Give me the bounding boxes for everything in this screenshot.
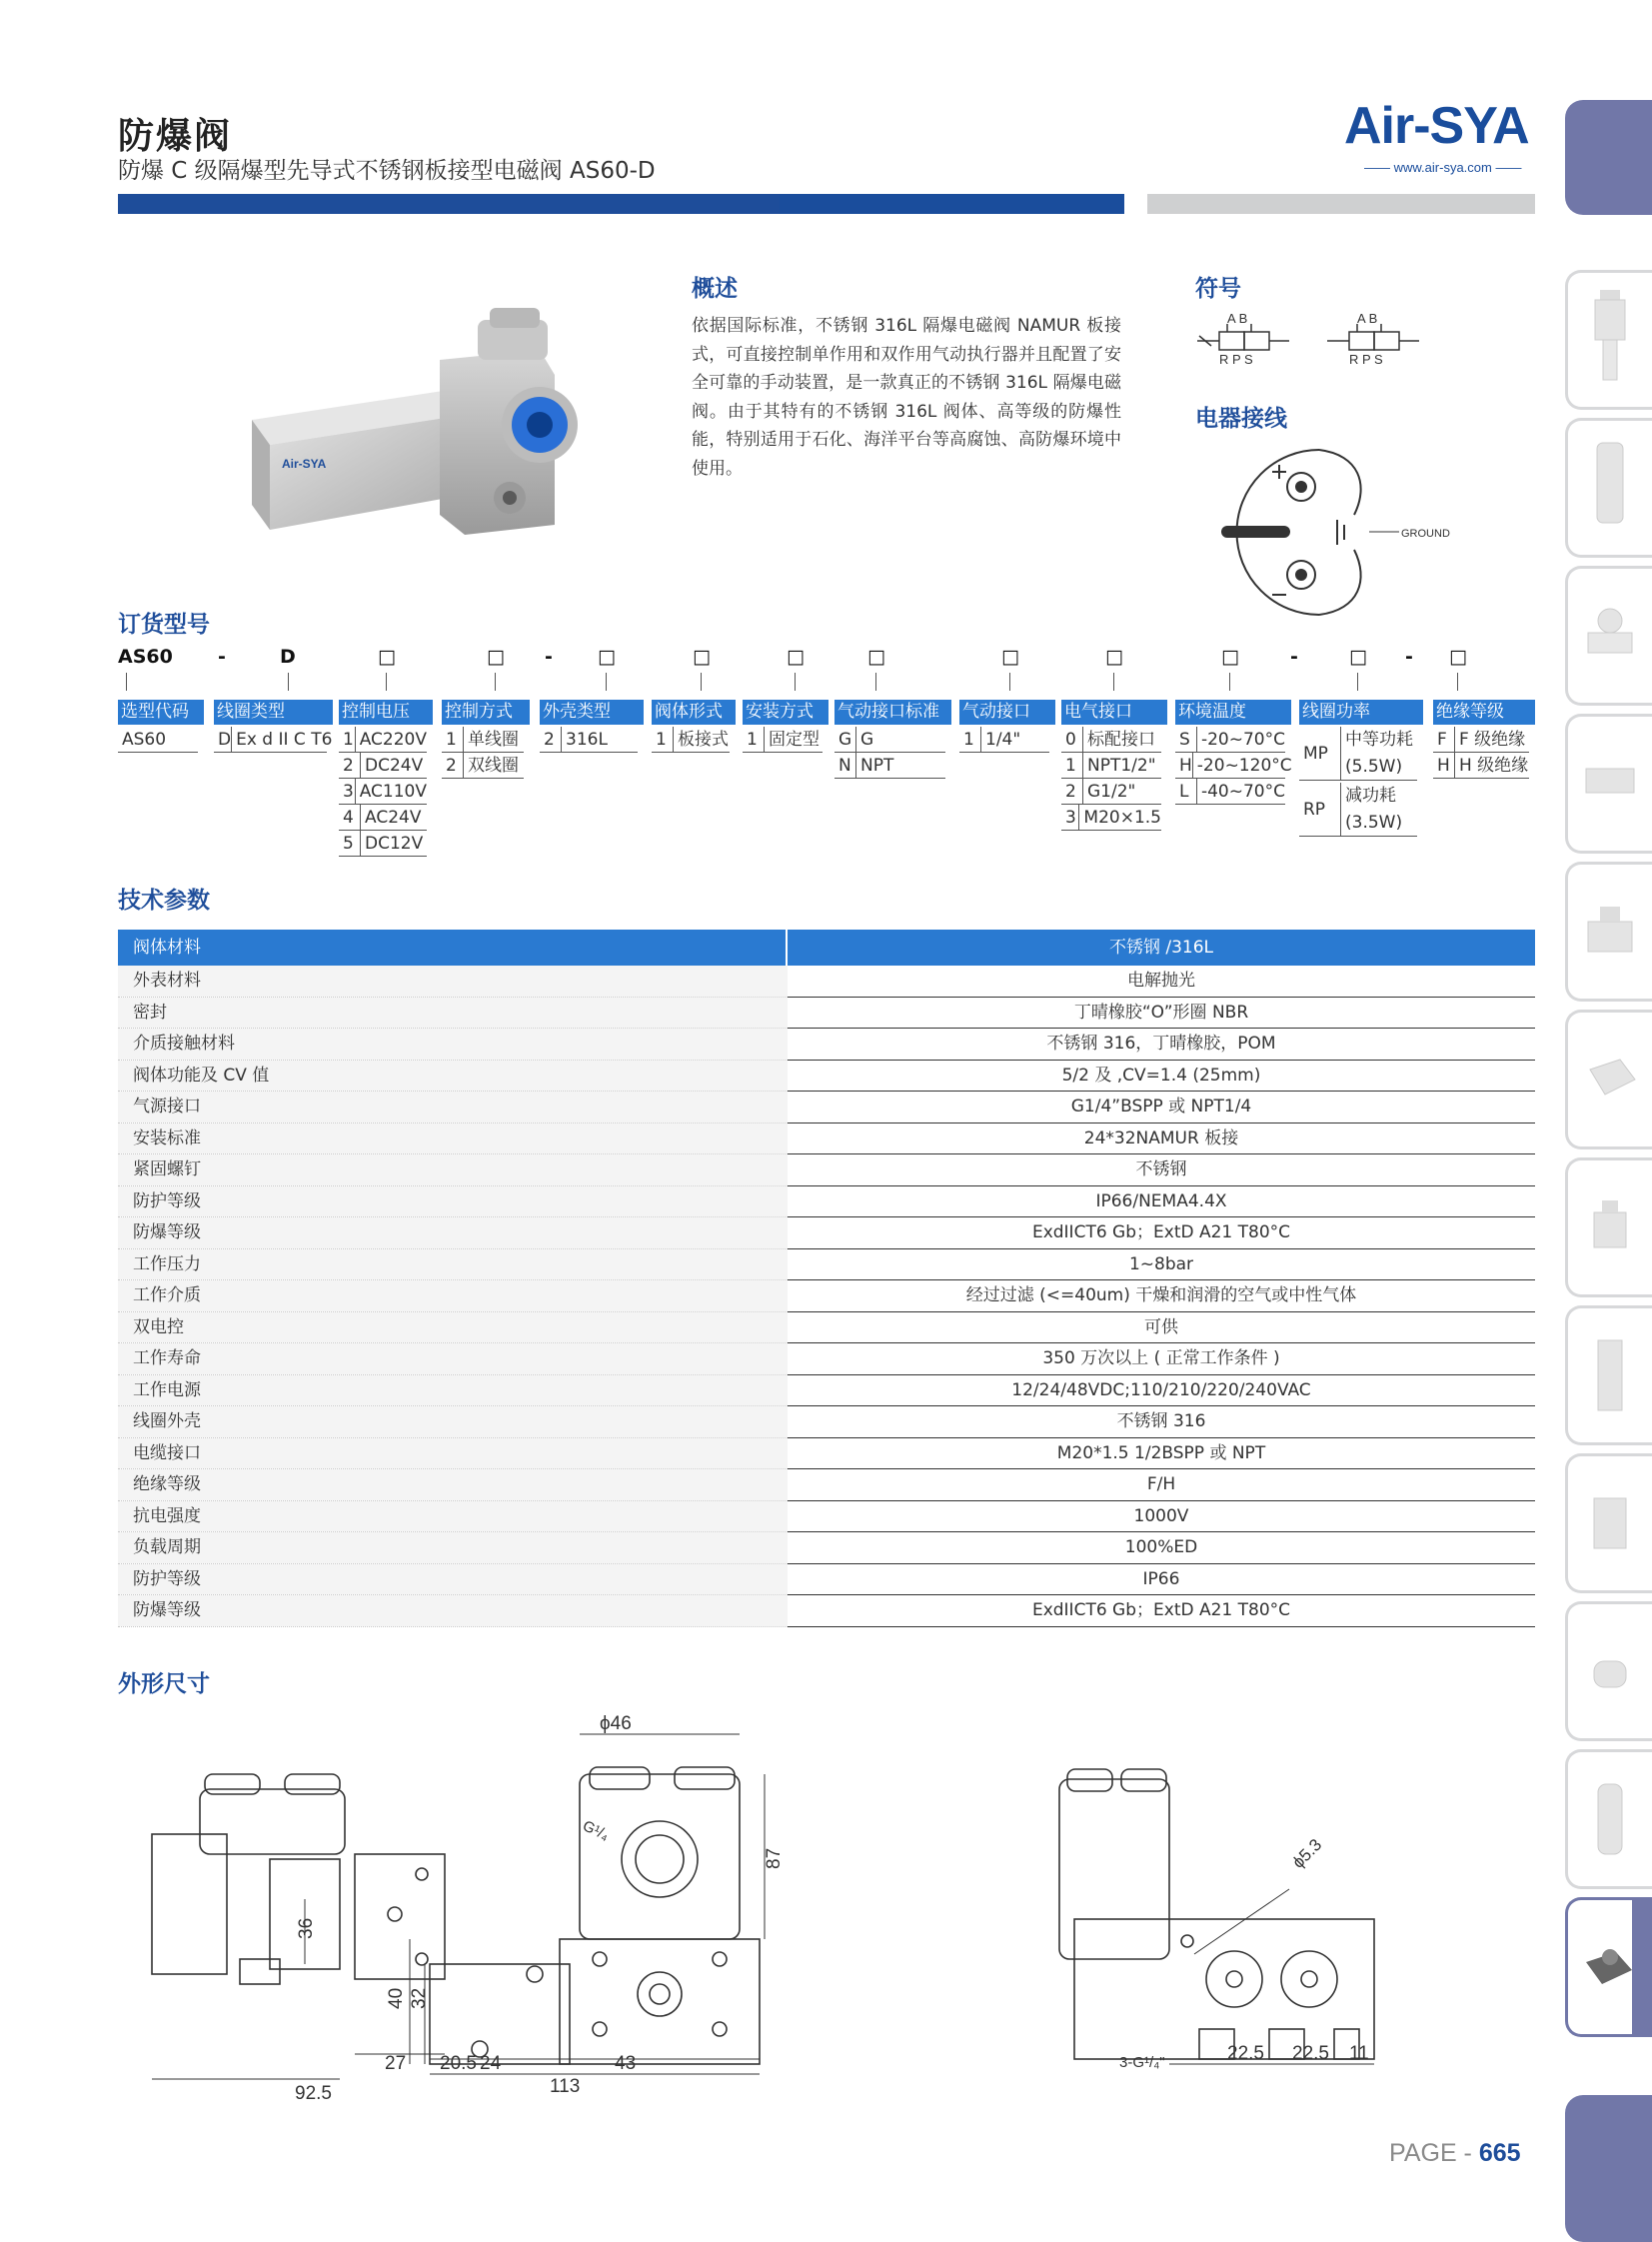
pilot-valve-icon xyxy=(1580,1172,1640,1282)
order-column-head: 外壳类型 xyxy=(540,700,644,725)
order-token: □ xyxy=(1349,646,1367,668)
order-option-code: 1 xyxy=(442,727,464,752)
spec-label: 抗电强度 xyxy=(118,1501,788,1532)
order-option-code: 1 xyxy=(652,727,674,752)
spec-row xyxy=(118,1280,1535,1312)
cylinder-icon xyxy=(1580,1320,1640,1430)
spec-label: 工作压力 xyxy=(118,1249,788,1280)
side-tab-filter[interactable] xyxy=(1565,270,1652,410)
order-option-code: MP xyxy=(1299,727,1341,780)
order-option-code: 1 xyxy=(1061,753,1083,778)
spec-label: 双电控 xyxy=(118,1312,788,1343)
spec-row xyxy=(118,1438,1535,1470)
dim-43: 43 xyxy=(615,2053,637,2074)
spec-row xyxy=(118,1154,1535,1186)
order-option-row xyxy=(1299,783,1417,837)
spec-row xyxy=(118,1092,1535,1123)
spec-value: 经过过滤 (<=40um) 干燥和润滑的空气或中性气体 xyxy=(788,1280,1535,1312)
spec-value: 不锈钢 316，丁晴橡胶，POM xyxy=(788,1029,1535,1061)
section-dimensions-title: 外形尺寸 xyxy=(118,1671,210,1697)
order-option-code: RP xyxy=(1299,783,1341,836)
spec-label: 工作电源 xyxy=(118,1375,788,1406)
order-option-code: S xyxy=(1175,727,1197,752)
spec-row xyxy=(118,1029,1535,1061)
order-option-row xyxy=(214,727,333,753)
spec-value: 24*32NAMUR 板接 xyxy=(788,1123,1535,1155)
valve-icon xyxy=(1580,729,1640,839)
order-option-row xyxy=(1175,753,1292,779)
order-column-head: 气动接口标准 xyxy=(834,700,951,725)
spec-header-row xyxy=(118,930,1535,966)
regulator-icon xyxy=(1580,581,1640,691)
order-token-connector xyxy=(1009,673,1010,691)
spec-table xyxy=(118,930,1535,1627)
order-option-value: 单线圈 xyxy=(468,730,519,750)
page-number xyxy=(1389,2139,1521,2168)
order-token-connector xyxy=(701,673,702,691)
side-tab-actuator[interactable] xyxy=(1565,1453,1652,1593)
dim-87: 87 xyxy=(764,1847,785,1869)
spec-label: 安装标准 xyxy=(118,1123,788,1154)
order-option-code: N xyxy=(834,753,856,778)
order-option-row xyxy=(1061,779,1161,805)
order-option-row xyxy=(743,727,823,753)
order-option-row xyxy=(339,831,427,857)
order-option-code: 3 xyxy=(1061,805,1079,830)
order-column-head: 控制电压 xyxy=(339,700,433,725)
order-option-code: 1 xyxy=(339,727,356,752)
order-token: □ xyxy=(1221,646,1239,668)
order-option-code: 2 xyxy=(1061,779,1083,804)
order-option-row xyxy=(339,727,427,753)
order-option-value: 双线圈 xyxy=(468,756,519,776)
dim-36: 36 xyxy=(296,1917,317,1939)
section-symbol-title: 符号 xyxy=(1195,276,1241,302)
order-option-row xyxy=(834,727,945,753)
spec-row xyxy=(118,1375,1535,1407)
spec-value: 不锈钢 xyxy=(788,1154,1535,1186)
order-token-connector xyxy=(875,673,876,691)
section-ordering-title: 订货型号 xyxy=(118,612,210,638)
spec-row xyxy=(118,1564,1535,1596)
order-column-head: 气动接口 xyxy=(959,700,1055,725)
order-option-value: -40~70°C xyxy=(1200,782,1285,802)
chapter-tab-bottom[interactable] xyxy=(1565,2095,1652,2242)
fitting-icon xyxy=(1580,1616,1640,1726)
order-token: □ xyxy=(1449,646,1467,668)
order-option-code: L xyxy=(1175,779,1197,804)
filter-icon xyxy=(1585,285,1635,395)
header-bar xyxy=(118,194,780,214)
order-option-row xyxy=(834,753,945,779)
order-token: AS60 xyxy=(118,646,173,668)
dim-27: 27 xyxy=(385,2053,407,2074)
dim-20-5: 20.5 xyxy=(440,2053,477,2074)
brand-url: —— www.air-sya.com —— xyxy=(1364,160,1522,175)
order-option-row xyxy=(652,727,730,753)
order-option-value: 减功耗 (3.5W) xyxy=(1345,786,1403,833)
order-option-row xyxy=(1061,805,1161,831)
side-tab-solenoid[interactable] xyxy=(1565,862,1652,1002)
dim-11: 11 xyxy=(1349,2043,1369,2064)
spec-label: 阀体功能及 CV 值 xyxy=(118,1061,788,1092)
order-option-value: 板接式 xyxy=(678,730,729,750)
dim-phi-5-3: ϕ5.3 xyxy=(1288,1834,1326,1872)
symbol-label-rps-1: R P S xyxy=(1219,352,1253,367)
wiring-ground-label: GROUND xyxy=(1401,528,1450,540)
order-token: - xyxy=(1290,646,1298,668)
order-option-row xyxy=(1433,753,1529,779)
product-label: Air-SYA xyxy=(282,457,327,471)
spec-row xyxy=(118,1312,1535,1344)
spec-label: 负载周期 xyxy=(118,1532,788,1563)
order-option-value: DC12V xyxy=(365,834,424,854)
spec-value: 电解抛光 xyxy=(788,966,1535,998)
spec-row xyxy=(118,966,1535,998)
dim-g-quarter: G¹/₄ xyxy=(580,1817,612,1845)
order-option-code: 1 xyxy=(743,727,765,752)
order-token-connector xyxy=(1357,673,1358,691)
order-option-row xyxy=(339,779,427,805)
order-token: D xyxy=(280,646,296,668)
section-specs-title: 技术参数 xyxy=(118,888,210,914)
order-option-row xyxy=(1061,753,1161,779)
order-column-head: 选型代码 xyxy=(118,700,204,725)
explosion-valve-icon xyxy=(1580,1912,1640,2022)
spec-row xyxy=(118,1061,1535,1093)
order-token: □ xyxy=(378,646,396,668)
dim-22-5-b: 22.5 xyxy=(1292,2043,1329,2064)
section-wiring-title: 电器接线 xyxy=(1195,406,1287,432)
order-option-row xyxy=(118,727,198,753)
order-token: □ xyxy=(487,646,505,668)
spec-row xyxy=(118,1217,1535,1249)
side-tab-cylinder[interactable] xyxy=(1565,1305,1652,1445)
silencer-icon xyxy=(1580,1764,1640,1874)
spec-value: 丁晴橡胶“O”形圈 NBR xyxy=(788,998,1535,1030)
order-option-value: Ex d II C T6 xyxy=(236,730,333,750)
side-tab-valve[interactable] xyxy=(1565,714,1652,854)
spec-label: 工作寿命 xyxy=(118,1343,788,1374)
dim-113: 113 xyxy=(550,2076,581,2097)
spec-value: 1~8bar xyxy=(788,1249,1535,1281)
spec-row xyxy=(118,1595,1535,1627)
side-tab-box-valve[interactable] xyxy=(1565,1010,1652,1149)
order-token-connector xyxy=(1229,673,1230,691)
page-number-value: 665 xyxy=(1478,2139,1521,2167)
spec-value: 5/2 及 ,CV=1.4 (25mm) xyxy=(788,1061,1535,1093)
spec-value: G1/4”BSPP 或 NPT1/4 xyxy=(788,1092,1535,1123)
spec-value: 1000V xyxy=(788,1501,1535,1533)
order-option-row xyxy=(540,727,638,753)
order-token-connector xyxy=(495,673,496,691)
order-option-code: 5 xyxy=(339,831,361,856)
order-column-head: 线圈类型 xyxy=(214,700,333,725)
side-tab-pilot[interactable] xyxy=(1565,1157,1652,1297)
spec-value: F/H xyxy=(788,1469,1535,1501)
order-option-code: 4 xyxy=(339,805,361,830)
order-column-head: 电气接口 xyxy=(1061,700,1167,725)
order-option-row xyxy=(442,727,524,753)
wiring-diagram xyxy=(1189,445,1489,620)
order-option-code: D xyxy=(214,727,232,752)
spec-value: IP66/NEMA4.4X xyxy=(788,1186,1535,1218)
side-tab-regulator[interactable] xyxy=(1565,566,1652,706)
order-option-code: 2 xyxy=(339,753,361,778)
order-option-value: F 级绝缘 xyxy=(1459,730,1526,750)
order-option-value: AC110V xyxy=(359,782,427,802)
order-option-value: 固定型 xyxy=(769,730,820,750)
dim-40: 40 xyxy=(386,1987,407,2009)
spec-value: 可供 xyxy=(788,1312,1535,1344)
order-option-code: 3 xyxy=(339,779,356,804)
order-option-row xyxy=(1175,727,1285,753)
order-token: - xyxy=(1405,646,1413,668)
dimension-drawing xyxy=(140,1709,1459,2099)
order-column-head: 安装方式 xyxy=(743,700,828,725)
spec-row xyxy=(118,1532,1535,1564)
order-option-code: F xyxy=(1433,727,1455,752)
page-subtitle: 防爆 C 级隔爆型先导式不锈钢板接型电磁阀 AS60-D xyxy=(118,158,656,184)
spec-label: 防护等级 xyxy=(118,1564,788,1595)
order-token: - xyxy=(218,646,226,668)
symbol-label-ab-1: A B xyxy=(1227,312,1248,326)
spec-value: 不锈钢 316 xyxy=(788,1406,1535,1438)
solenoid-icon xyxy=(1580,877,1640,987)
order-column-head: 控制方式 xyxy=(442,700,530,725)
spec-label: 防护等级 xyxy=(118,1186,788,1217)
section-overview-title: 概述 xyxy=(692,276,738,302)
spec-label: 线圈外壳 xyxy=(118,1406,788,1437)
order-option-value: M20×1.5 xyxy=(1083,808,1161,828)
order-token: □ xyxy=(1001,646,1019,668)
order-option-code: H xyxy=(1433,753,1455,778)
dim-92-5: 92.5 xyxy=(295,2083,332,2099)
order-option-row xyxy=(959,727,1049,753)
order-token-connector xyxy=(288,673,289,691)
spec-value: IP66 xyxy=(788,1564,1535,1596)
order-option-value: -20~70°C xyxy=(1200,730,1285,750)
order-option-value: 中等功耗 (5.5W) xyxy=(1345,730,1413,777)
page-prefix: PAGE - xyxy=(1389,2139,1479,2167)
spec-header-value: 不锈钢 /316L xyxy=(1108,938,1214,958)
spec-label: 介质接触材料 xyxy=(118,1029,788,1060)
order-option-value: AC24V xyxy=(365,808,422,828)
spec-row xyxy=(118,1123,1535,1155)
order-token: □ xyxy=(787,646,805,668)
order-token-connector xyxy=(1113,673,1114,691)
dim-phi-46: ϕ46 xyxy=(600,1713,632,1734)
page-title: 防爆阀 xyxy=(118,116,233,157)
order-token: □ xyxy=(1105,646,1123,668)
spec-label: 工作介质 xyxy=(118,1280,788,1311)
order-option-row xyxy=(1433,727,1529,753)
overview-text: 依据国际标准，不锈钢 316L 隔爆电磁阀 NAMUR 板接式，可直接控制单作用和双作用气动执行器并且配置了安全可靠的手动装置，是一款真正的不锈钢 316L 隔爆电磁阀。由于其特有的不锈钢 316L 阀体、高等级的防爆性能，特别适用于石化、海洋平台等高腐蚀、高防爆环境中使用。 xyxy=(692,316,1121,479)
order-option-value: NPT1/2" xyxy=(1087,756,1156,776)
order-token-connector xyxy=(126,673,127,691)
side-tab-fitting[interactable] xyxy=(1565,1601,1652,1741)
order-option-value: 1/4" xyxy=(985,730,1021,750)
symbol-label-ab-2: A B xyxy=(1357,312,1378,326)
order-option-code: 1 xyxy=(959,727,981,752)
order-option-value: AC220V xyxy=(359,730,427,750)
order-token: □ xyxy=(693,646,711,668)
lubricator-icon xyxy=(1585,433,1635,543)
valve-symbol-diagram xyxy=(1189,312,1439,372)
order-token: □ xyxy=(867,646,885,668)
spec-label: 紧固螺钉 xyxy=(118,1154,788,1185)
spec-value: 12/24/48VDC;110/210/220/240VAC xyxy=(788,1375,1535,1407)
spec-label: 电缆接口 xyxy=(118,1438,788,1469)
order-option-code: H xyxy=(1175,753,1193,778)
order-option-value: AS60 xyxy=(122,730,167,750)
order-option-code: 2 xyxy=(540,727,562,752)
header-bar-grey xyxy=(1147,194,1535,214)
spec-label: 防爆等级 xyxy=(118,1217,788,1248)
spec-body xyxy=(118,966,1535,1627)
brand-logo: Air-SYA xyxy=(1344,97,1529,155)
order-option-row xyxy=(1299,727,1417,781)
order-column-head: 绝缘等级 xyxy=(1433,700,1535,725)
order-option-value: 316L xyxy=(566,730,608,750)
order-token-connector xyxy=(795,673,796,691)
spec-value: ExdIICT6 Gb；ExtD A21 T80°C xyxy=(788,1595,1535,1627)
spec-label: 密封 xyxy=(118,998,788,1029)
side-tab-explosion-valve[interactable] xyxy=(1565,1897,1652,2037)
side-tab-silencer[interactable] xyxy=(1565,1749,1652,1889)
dim-24: 24 xyxy=(480,2053,502,2074)
order-token: □ xyxy=(598,646,616,668)
order-token-connector xyxy=(1457,673,1458,691)
order-option-code: 2 xyxy=(442,753,464,778)
box-valve-icon xyxy=(1580,1025,1640,1134)
order-option-code: G xyxy=(834,727,856,752)
header-bar-accent xyxy=(780,194,1124,214)
order-token: - xyxy=(545,646,553,668)
order-column-head: 线圈功率 xyxy=(1299,700,1423,725)
spec-row xyxy=(118,1501,1535,1533)
spec-row xyxy=(118,1469,1535,1501)
order-column-head: 环境温度 xyxy=(1175,700,1291,725)
spec-label: 绝缘等级 xyxy=(118,1469,788,1500)
product-photo xyxy=(240,300,620,560)
spec-value: 350 万次以上 ( 正常工作条件 ) xyxy=(788,1343,1535,1375)
spec-row xyxy=(118,1343,1535,1375)
order-option-value: G xyxy=(860,730,874,750)
order-token-connector xyxy=(606,673,607,691)
dim-22-5-a: 22.5 xyxy=(1227,2043,1264,2064)
order-option-value: G1/2" xyxy=(1087,782,1136,802)
spec-label: 防爆等级 xyxy=(118,1595,788,1626)
spec-label: 气源接口 xyxy=(118,1092,788,1122)
spec-value: M20*1.5 1/2BSPP 或 NPT xyxy=(788,1438,1535,1470)
symbol-label-rps-2: R P S xyxy=(1349,352,1383,367)
dim-3-g-quarter: 3-G¹/₄" xyxy=(1119,2054,1165,2071)
spec-value: 100%ED xyxy=(788,1532,1535,1564)
spec-label: 外表材料 xyxy=(118,966,788,997)
order-option-row xyxy=(339,805,427,831)
order-column-head: 阀体形式 xyxy=(652,700,736,725)
order-option-row xyxy=(339,753,427,779)
spec-row xyxy=(118,1406,1535,1438)
order-option-value: H 级绝缘 xyxy=(1459,756,1529,776)
order-option-row xyxy=(1061,727,1161,753)
chapter-tab-top[interactable] xyxy=(1565,100,1652,215)
order-option-code: 0 xyxy=(1061,727,1083,752)
spec-header-label: 阀体材料 xyxy=(118,930,788,966)
spec-row xyxy=(118,1186,1535,1218)
spec-row xyxy=(118,998,1535,1030)
dim-32: 32 xyxy=(409,1987,430,2009)
order-option-value: DC24V xyxy=(365,756,424,776)
spec-row xyxy=(118,1249,1535,1281)
order-option-row xyxy=(1175,779,1285,805)
order-option-value: 标配接口 xyxy=(1087,730,1155,750)
order-token-connector xyxy=(386,673,387,691)
actuator-icon xyxy=(1580,1468,1640,1578)
order-option-row xyxy=(442,753,524,779)
spec-value: ExdIICT6 Gb；ExtD A21 T80°C xyxy=(788,1217,1535,1249)
order-option-value: NPT xyxy=(860,756,894,776)
side-tab-lubricator[interactable] xyxy=(1565,418,1652,558)
order-option-value: -20~120°C xyxy=(1196,756,1292,776)
